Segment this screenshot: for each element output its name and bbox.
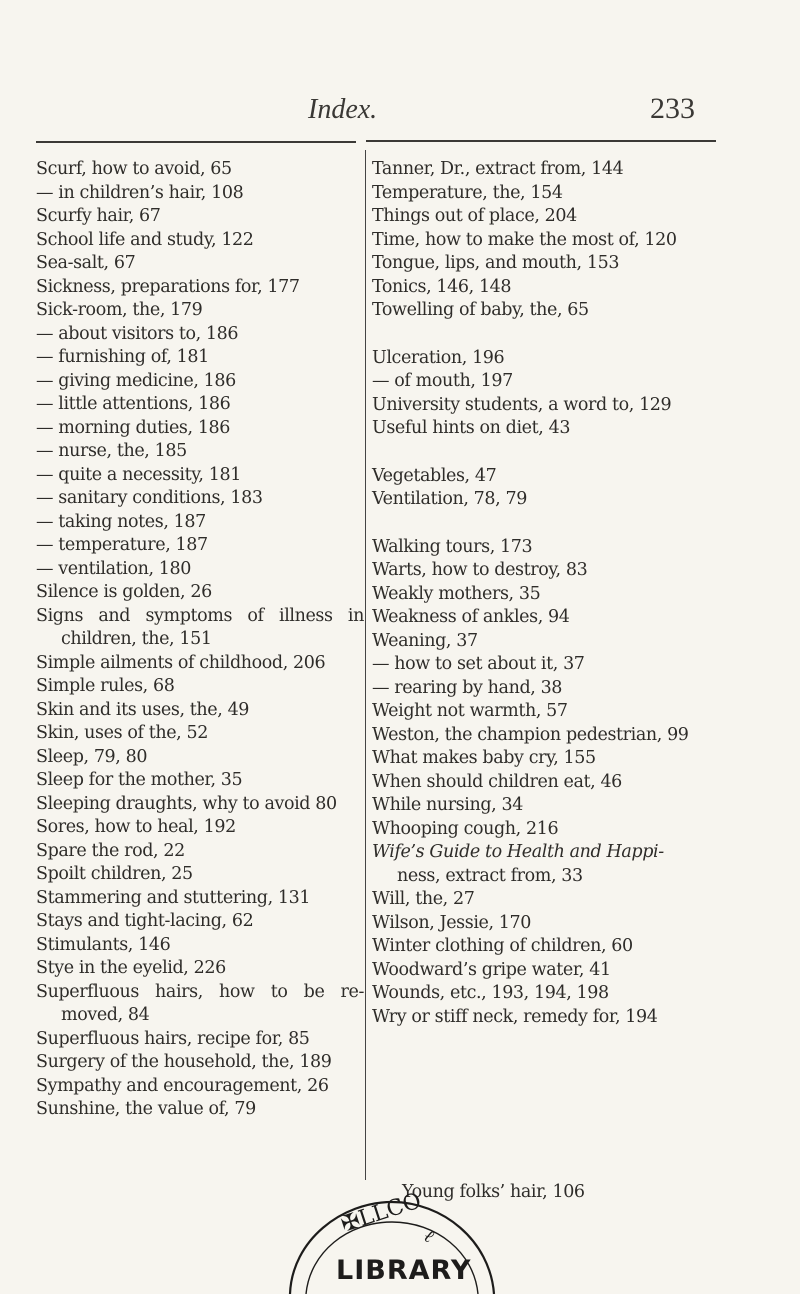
index-entry: Weston, the champion pedestrian, 99 (372, 724, 689, 745)
index-entry: Simple rules, 68 (36, 676, 175, 696)
index-entry: Will, the, 27 (372, 889, 475, 909)
index-entry: Skin and its uses, the, 49 (36, 699, 250, 720)
library-stamp-text: LIBRARY (336, 1255, 472, 1286)
index-column-left (36, 158, 364, 1122)
index-entry-italic: Wife’s Guide to Health and Happi- (372, 842, 664, 862)
index-entry: Vegetables, 47 (372, 465, 497, 486)
index-entry: — little attentions, 186 (36, 394, 231, 414)
index-entry: Spare the rod, 22 (36, 840, 185, 861)
index-entry: Spoilt children, 25 (36, 864, 193, 884)
index-entry: University students, a word to, 129 (372, 394, 672, 415)
index-entry: — taking notes, 187 (36, 511, 206, 532)
index-entry: Sickness, preparations for, 177 (36, 276, 300, 297)
index-entry: Useful hints on diet, 43 (372, 418, 571, 438)
index-entry: Superfluous hairs, recipe for, 85 (36, 1028, 310, 1049)
index-entry: — of mouth, 197 (372, 371, 513, 391)
index-entry: Things out of place, 204 (372, 206, 577, 226)
index-entry: While nursing, 34 (372, 795, 523, 815)
index-entry: — sanitary conditions, 183 (36, 488, 263, 508)
index-entry: Temperature, the, 154 (372, 182, 563, 203)
index-entry: — about visitors to, 186 (36, 323, 239, 344)
header-rule-left (36, 141, 356, 143)
index-entry: — rearing by hand, 38 (372, 677, 563, 698)
index-entry: — how to set about it, 37 (372, 654, 585, 674)
index-entry: School life and study, 122 (36, 229, 254, 250)
index-entry: Stye in the eyelid, 226 (36, 958, 226, 978)
index-entry: Stammering and stuttering, 131 (36, 887, 311, 908)
index-entry: Wounds, etc., 193, 194, 198 (372, 983, 609, 1003)
letter-group-gap (372, 441, 722, 465)
svg-text:ℓ: ℓ (418, 1225, 439, 1248)
library-stamp (282, 1180, 502, 1294)
index-entry: Sunshine, the value of, 79 (36, 1099, 256, 1119)
index-entry: Young folks’ hair, 106 (402, 1182, 585, 1202)
index-entry: Sick-room, the, 179 (36, 300, 203, 320)
index-entry: Weaning, 37 (372, 630, 478, 651)
index-entry: Tanner, Dr., extract from, 144 (372, 159, 624, 179)
index-entry: Sleeping draughts, why to avoid 80 (36, 793, 337, 814)
index-entry: Warts, how to destroy, 83 (372, 560, 588, 580)
index-entry: Time, how to make the most of, 120 (372, 229, 677, 250)
index-entry: — ventilation, 180 (36, 558, 191, 579)
index-entry: Wry or stiff neck, remedy for, 194 (372, 1006, 658, 1027)
index-entry: Tongue, lips, and mouth, 153 (372, 253, 620, 273)
index-entry: — in children’s hair, 108 (36, 182, 244, 203)
index-entry: Whooping cough, 216 (372, 818, 559, 839)
index-entry: Scurfy hair, 67 (36, 206, 161, 226)
index-entry: Towelling of baby, the, 65 (372, 300, 589, 320)
index-entry: When should children eat, 46 (372, 771, 622, 792)
index-entry: Surgery of the household, the, 189 (36, 1052, 332, 1072)
index-entry: — nurse, the, 185 (36, 441, 187, 461)
index-entry: Simple ailments of childhood, 206 (36, 652, 326, 673)
index-entry: Silence is golden, 26 (36, 582, 212, 602)
index-entry: ness, extract from, 33 (397, 865, 583, 886)
index-entry: Signs and symptoms of illness in children, the, 151 (36, 605, 364, 649)
index-entry: Ulceration, 196 (372, 347, 505, 368)
index-entry: Superfluous hairs, how to be re-moved, 84 (36, 981, 364, 1025)
index-entry: Sleep for the mother, 35 (36, 770, 243, 790)
index-entry: Tonics, 146, 148 (372, 276, 512, 297)
index-entry: Walking tours, 173 (372, 536, 533, 557)
index-entry: Weakly mothers, 35 (372, 583, 541, 604)
running-header-title: Index. (308, 94, 378, 125)
index-entry: Stimulants, 146 (36, 934, 171, 955)
column-divider (365, 150, 366, 1180)
letter-group-gap (372, 512, 722, 536)
index-entry: — furnishing of, 181 (36, 347, 209, 367)
index-entry: Winter clothing of children, 60 (372, 936, 633, 956)
index-entry: Sympathy and encouragement, 26 (36, 1075, 329, 1096)
index-entry: Wilson, Jessie, 170 (372, 912, 532, 933)
index-entry: Sores, how to heal, 192 (36, 817, 236, 837)
index-entry: Ventilation, 78, 79 (372, 489, 527, 509)
letter-group-gap (372, 323, 722, 347)
index-entry: Skin, uses of the, 52 (36, 723, 208, 743)
index-entry: Weakness of ankles, 94 (372, 607, 570, 627)
index-entry: Sleep, 79, 80 (36, 746, 148, 767)
index-entry: Woodward’s gripe water, 41 (372, 959, 611, 980)
page-number: 233 (650, 92, 695, 125)
header-rule-right (366, 140, 716, 142)
index-entry: — giving medicine, 186 (36, 370, 236, 391)
index-entry: Scurf, how to avoid, 65 (36, 159, 232, 179)
index-entry: — quite a necessity, 181 (36, 464, 241, 485)
index-entry: What makes baby cry, 155 (372, 748, 596, 768)
index-entry: — temperature, 187 (36, 535, 208, 555)
index-entry: — morning duties, 186 (36, 417, 231, 438)
index-entry: Sea-salt, 67 (36, 253, 136, 273)
index-entry: Stays and tight-lacing, 62 (36, 911, 254, 931)
index-column-right (372, 158, 722, 1029)
svg-text:✠LLCO: ✠LLCO (338, 1188, 425, 1238)
index-entry: Weight not warmth, 57 (372, 701, 568, 721)
